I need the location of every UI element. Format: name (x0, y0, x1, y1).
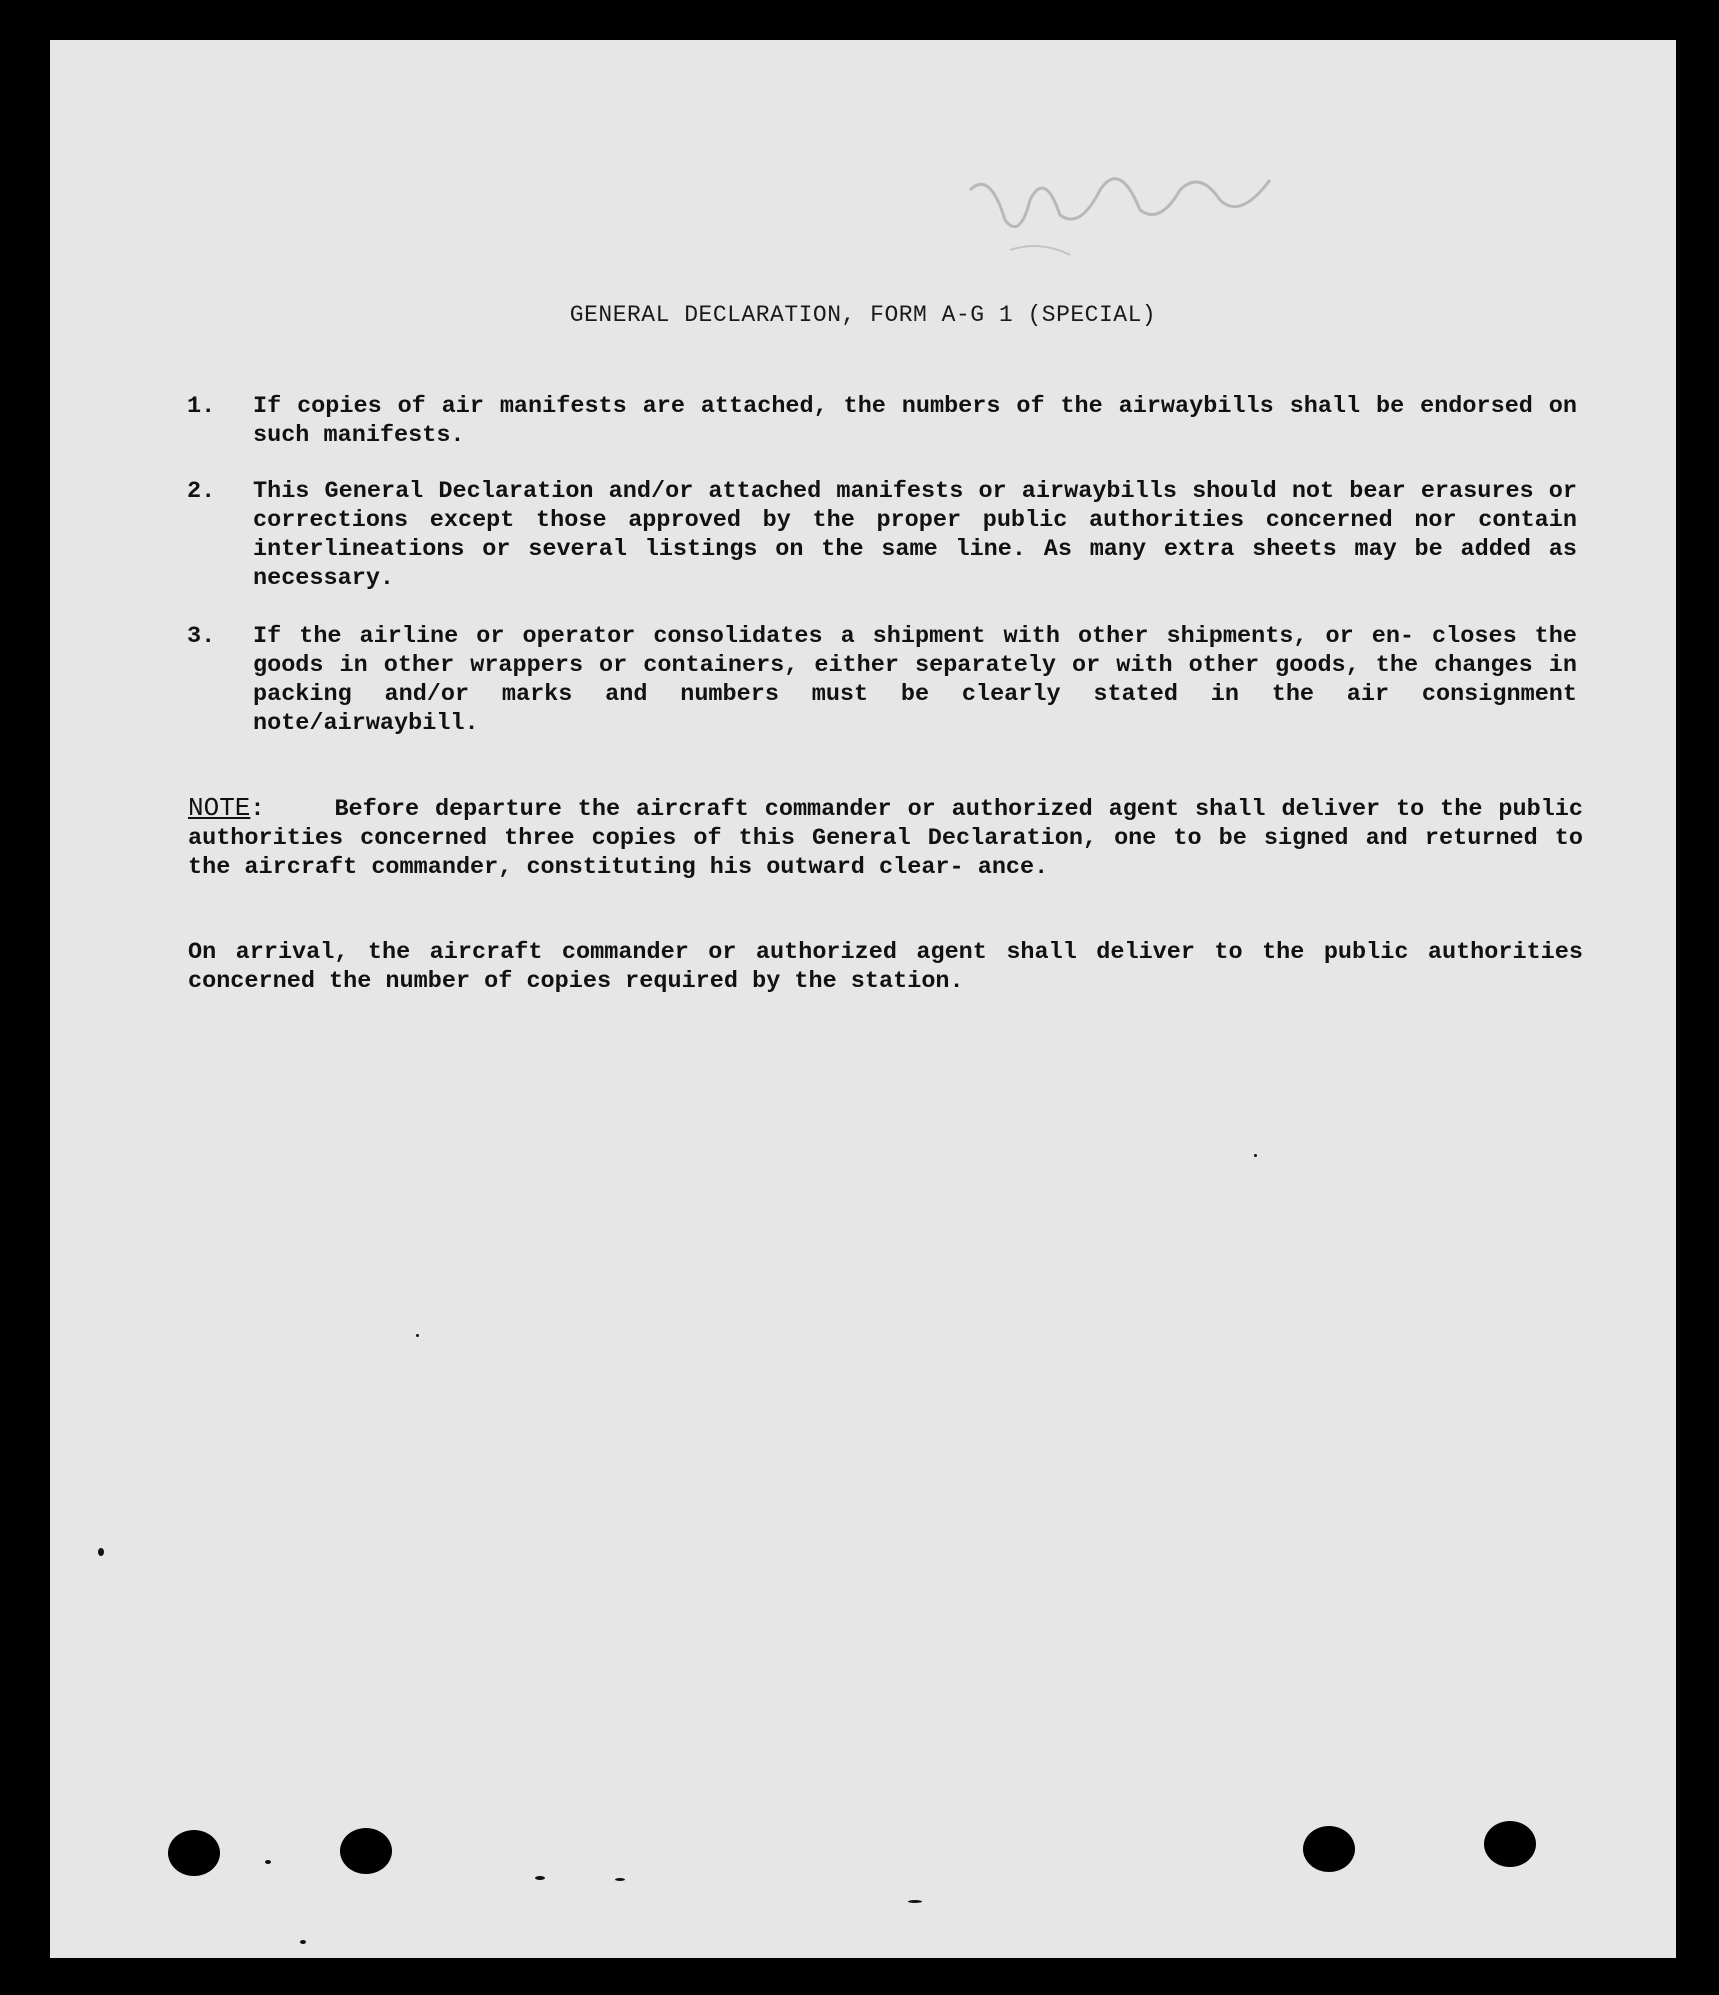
item-text: If the airline or operator consolidates a shipment with other shipments, or en- closes the goods in other wrappers or containers, either separately or with other goods, the changes in packing and/or marks and numbers must be clearly stated in the air consignment note/airwaybill. (253, 623, 1577, 737)
ink-speck (300, 1940, 306, 1944)
ink-speck (615, 1878, 625, 1881)
ink-speck (416, 1334, 419, 1337)
item-number: 2. (187, 478, 216, 505)
list-item-2 (187, 477, 1577, 593)
item-text: This General Declaration and/or attached manifests or airwaybills should not bear erasures or corrections except those approved by the proper public authorities concerned nor contain interlineations or several listings on the same line. As many extra sheets may be added as necessary. (253, 478, 1577, 592)
list-item-3 (187, 622, 1577, 738)
item-text: If copies of air manifests are attached, the numbers of the airwaybills shall be endorsed on such manifests. (253, 393, 1577, 449)
punch-hole (1484, 1821, 1536, 1867)
list-item-1 (187, 392, 1577, 450)
handwritten-annotation (950, 130, 1290, 270)
note-text: Before departure the aircraft commander or authorized agent shall deliver to the public authorities concerned three copies of this General Declaration, one to be signed and returned to the aircraft commander, constituting his outward clear- ance. (188, 796, 1584, 881)
item-number: 1. (187, 393, 216, 420)
ink-speck (265, 1860, 271, 1864)
punch-hole (1303, 1826, 1355, 1872)
document-title: GENERAL DECLARATION, FORM A-G 1 (SPECIAL) (569, 302, 1157, 328)
punch-hole (340, 1828, 392, 1874)
arrival-paragraph: On arrival, the aircraft commander or authorized agent shall deliver to the public authorities concerned the number of copies required by the station. (188, 939, 1583, 995)
note-label: NOTE (188, 793, 251, 823)
ink-speck (1254, 1154, 1257, 1157)
ink-speck (98, 1548, 104, 1556)
punch-hole (168, 1830, 220, 1876)
note-paragraph (188, 794, 1583, 882)
document-page (50, 40, 1676, 1958)
note-colon: : (250, 796, 265, 823)
ink-speck (908, 1900, 922, 1903)
item-number: 3. (187, 623, 216, 650)
ink-speck (535, 1876, 545, 1880)
